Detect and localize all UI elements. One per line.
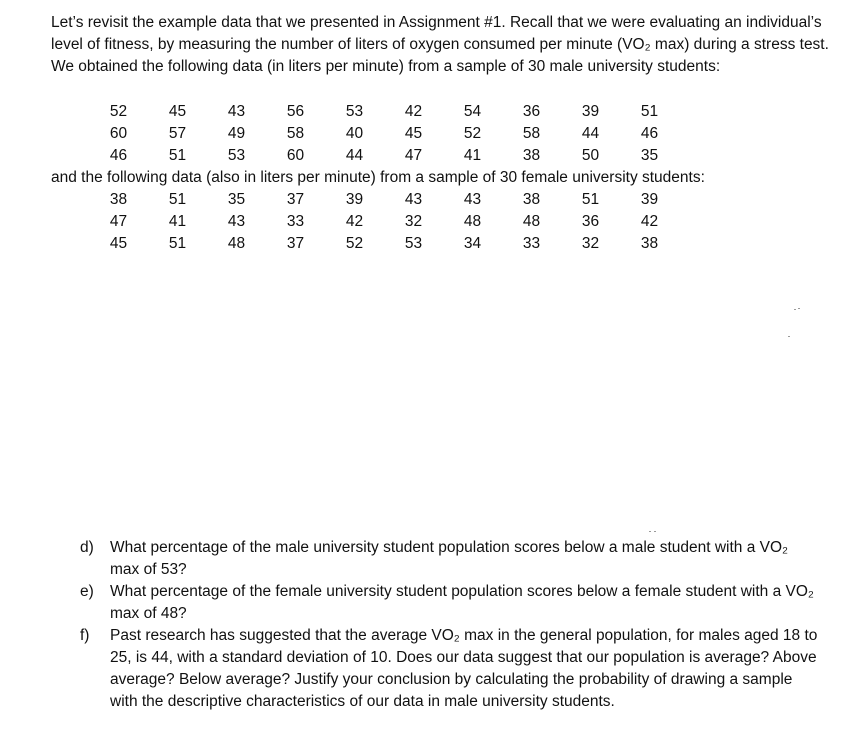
data-cell: 51 [168,147,187,164]
table-row [89,189,679,211]
data-cell: 35 [227,191,246,208]
data-cell: 34 [463,235,482,252]
data-cell: 53 [404,235,423,252]
data-cell: 51 [640,103,659,120]
question-item [80,581,820,625]
data-cell: 47 [404,147,423,164]
data-cell: 44 [581,125,600,142]
question-text: What percentage of the female university student population scores below a female student with a VO₂ max of 48? [110,583,814,622]
data-cell: 53 [345,103,364,120]
data-cell: 51 [168,191,187,208]
data-cell: 52 [109,103,128,120]
question-list [80,537,820,713]
data-cell: 43 [404,191,423,208]
scan-speck [788,336,790,337]
data-cell: 46 [109,147,128,164]
question-text: Past research has suggested that the average VO₂ max in the general population, for males aged 18 to 25, is 44, with a standard deviation of 10. Does our data suggest that our population is average? Above average? Below average? Justify your conclusion by calculating the probability of drawing a sample with the descriptive characteristics of our data in male university students. [110,627,818,710]
table-row [89,101,679,123]
data-cell: 45 [109,235,128,252]
data-cell: 40 [345,125,364,142]
data-cell: 38 [109,191,128,208]
data-cell: 49 [227,125,246,142]
data-cell: 51 [168,235,187,252]
data-cell: 33 [522,235,541,252]
scan-speck [794,309,796,310]
data-cell: 43 [227,213,246,230]
data-cell: 47 [109,213,128,230]
data-cell: 43 [227,103,246,120]
data-cell: 33 [286,213,305,230]
data-cell: 43 [463,191,482,208]
data-cell: 36 [581,213,600,230]
scan-speck [798,308,800,309]
intro-paragraph: Let’s revisit the example data that we presented in Assignment #1. Recall that we were evaluating an individual’s level of fitness, by measuring the number of liters of oxygen consumed per minute (VO₂ max) during a stress test. We obtained the following data (in liters per minute) from a sample of 30 male university students: [51,14,829,75]
male-data-table [89,101,679,167]
data-cell: 41 [463,147,482,164]
scan-speck [654,531,656,532]
data-cell: 36 [522,103,541,120]
data-cell: 60 [286,147,305,164]
data-cell: 50 [581,147,600,164]
data-cell: 37 [286,191,305,208]
data-cell: 42 [404,103,423,120]
question-text: What percentage of the male university student population scores below a male student with a VO₂ max of 53? [110,539,789,578]
table-row [89,233,679,255]
data-cell: 44 [345,147,364,164]
data-cell: 56 [286,103,305,120]
data-cell: 58 [286,125,305,142]
data-cell: 38 [522,147,541,164]
table-row [89,123,679,145]
question-item [80,625,820,713]
data-cell: 60 [109,125,128,142]
data-cell: 46 [640,125,659,142]
data-cell: 48 [463,213,482,230]
data-cell: 57 [168,125,187,142]
data-cell: 58 [522,125,541,142]
data-cell: 45 [168,103,187,120]
data-cell: 54 [463,103,482,120]
data-cell: 37 [286,235,305,252]
table-row [89,145,679,167]
data-cell: 53 [227,147,246,164]
female-data-table [89,189,679,255]
question-label: f) [80,627,90,644]
data-cell: 51 [581,191,600,208]
data-cell: 39 [640,191,659,208]
data-cell: 42 [345,213,364,230]
data-cell: 42 [640,213,659,230]
data-cell: 48 [522,213,541,230]
scan-speck [649,531,651,532]
table-row [89,211,679,233]
data-cell: 38 [640,235,659,252]
data-cell: 39 [581,103,600,120]
data-cell: 41 [168,213,187,230]
question-label: e) [80,583,94,600]
data-cell: 32 [404,213,423,230]
data-cell: 35 [640,147,659,164]
question-label: d) [80,539,94,556]
data-cell: 39 [345,191,364,208]
data-cell: 48 [227,235,246,252]
data-cell: 45 [404,125,423,142]
data-cell: 38 [522,191,541,208]
data-cell: 52 [345,235,364,252]
data-cell: 32 [581,235,600,252]
question-item [80,537,820,581]
data-cell: 52 [463,125,482,142]
female-intro-paragraph: and the following data (also in liters per minute) from a sample of 30 female university students: [51,169,705,186]
